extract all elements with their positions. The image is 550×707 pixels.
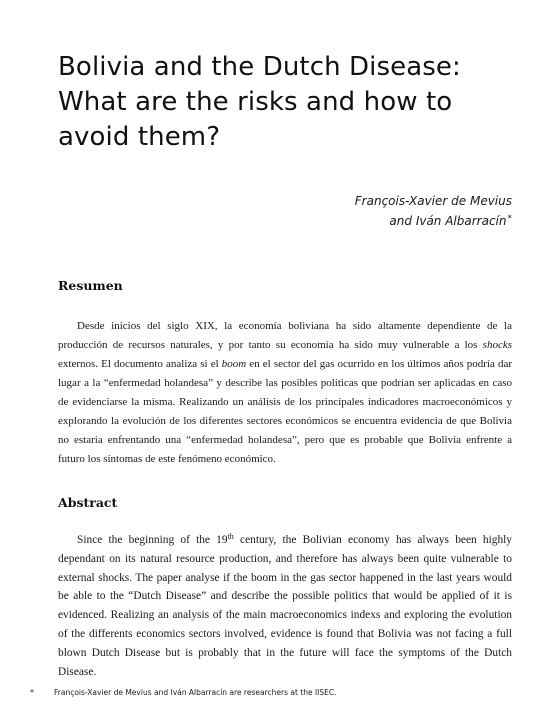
abstract-text-part-1: Since the beginning of the 19: [77, 534, 228, 546]
paper-title: Bolivia and the Dutch Disease: What are the risks and how to avoid them?: [58, 52, 461, 152]
resumen-text-part-2: externos. El documento analiza si el: [58, 358, 222, 370]
abstract-superscript: th: [227, 532, 234, 541]
author-name-2: and Iván Albarracín: [389, 214, 507, 228]
resumen-paragraph: [58, 317, 512, 469]
author-line-1: [355, 191, 512, 211]
abstract-text-part-2: century, the Bolivian economy has always been highly dependant on its natural resource production, and therefore has always been quite vulnerable to external shocks. The paper analyse if the boom in the gas sector happened in the last years would be able to the “Dutch Disease” and describe the possible politics that would be applied of it is evidenced. Realizing an analysis of the main macroeconomics indexs and exploring the evolution of the differents economics sectors involved, evidence is found that Bolivia was not facing a full blown Dutch Disease but is probably that in the future will face the symptoms of the Dutch Disease.: [58, 534, 513, 678]
author-name-1: François-Xavier de Mevius: [354, 194, 512, 208]
footnote-marker: *: [30, 688, 34, 697]
resumen-term-boom: boom: [221, 358, 247, 370]
resumen-term-shocks: shocks: [482, 339, 512, 351]
resumen-text-part-3: en el sector del gas ocurrido en los últimos años podría dar lugar a la “enfermedad holandesa” y describe las posibles políticas que podrían ser aplicadas en caso de evidenciarse la misma. Realizando un análisis de los principales indicadores macroeconómicos y explorando la evolución de los diferentes sectores económicos se encuentra evidencia de que Bolivia no estaría enfrentando una “enfermedad holandesa”, pero que es probable que Bolivia enfrente a futuro los síntomas de este fenómeno económico.: [58, 358, 512, 465]
abstract-heading: Abstract: [58, 495, 118, 510]
resumen-text-part-1: Desde inicios del siglo XIX, la economía boliviana ha sido altamente dependiente de la producción de recursos naturales, y por tanto su economía ha sido muy vulnerable a los: [58, 320, 512, 351]
resumen-heading: Resumen: [58, 278, 123, 293]
author-footnote-marker: *: [507, 214, 512, 224]
author-line-2: [355, 211, 512, 231]
footnote: [30, 688, 520, 698]
footnote-text: François-Xavier de Mevius and Iván Albarracín are researchers at the IISEC.: [54, 688, 337, 697]
author-block: [355, 191, 512, 231]
abstract-paragraph: [58, 531, 512, 681]
